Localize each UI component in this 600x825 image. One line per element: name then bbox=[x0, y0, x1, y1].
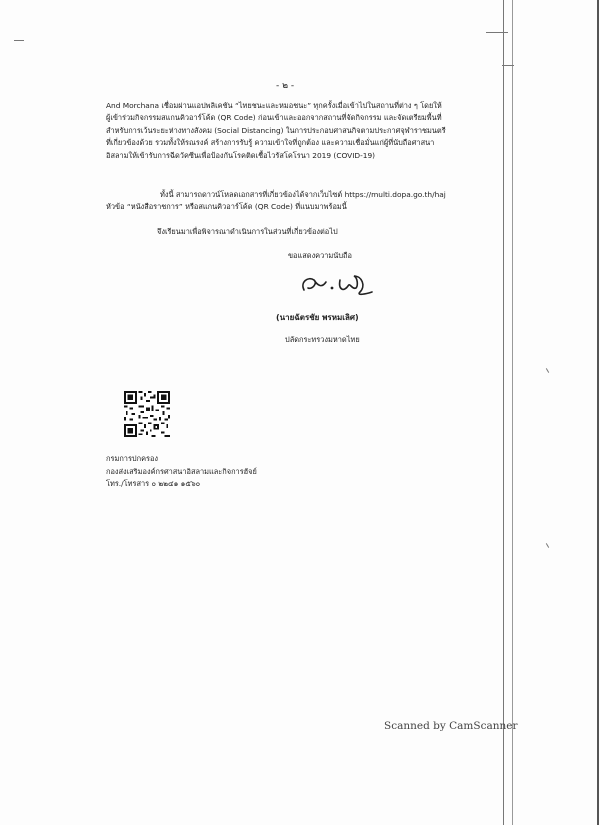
paragraph-request: จึงเรียนมาเพื่อพิจารณาดำเนินการในส่วนที่เกี่ยวข้องต่อไป bbox=[157, 227, 338, 236]
footer-department: กรมการปกครอง bbox=[106, 454, 159, 463]
footer-phone: โทร./โทรสาร ๐ ๒๒๔๑ ๑๕๖๐ bbox=[106, 479, 201, 488]
scan-edge-line bbox=[597, 0, 599, 825]
signer-name: (นายฉัตรชัย พรหมเลิศ) bbox=[276, 313, 359, 322]
qr-code-image bbox=[124, 391, 170, 437]
page-number: - ๒ - bbox=[276, 81, 295, 91]
scan-edge-line bbox=[512, 0, 513, 825]
scan-mark bbox=[486, 32, 508, 33]
paragraph-line: หัวข้อ “หนังสือราชการ” หรือสแกนคิวอาร์โค้ด (QR Code) ที่แนบมาพร้อมนี้ bbox=[106, 202, 347, 212]
footer-contact bbox=[106, 453, 257, 491]
scan-mark bbox=[546, 368, 549, 373]
paragraph-line: ผู้เข้าร่วมกิจกรรมสแกนคิวอาร์โค้ด (QR Code) ก่อนเข้าและออกจากสถานที่จัดกิจกรรม และจัดเตรียมพื้นที่ bbox=[106, 113, 442, 123]
signer-title: ปลัดกระทรวงมหาดไทย bbox=[285, 335, 360, 344]
scan-mark bbox=[502, 65, 514, 66]
paragraph-line: ทั้งนี้ สามารถดาวน์โหลดเอกสารที่เกี่ยวข้องได้จากเว็บไซต์ https://multi.dopa.go.th/haj bbox=[160, 190, 446, 199]
footer-division: กองส่งเสริมองค์กรศาสนาอิสลามและกิจการฮัจย์ bbox=[106, 466, 257, 476]
paragraph-line: ที่เกี่ยวข้องด้วย รวมทั้งให้รณรงค์ สร้างการรับรู้ ความเข้าใจที่ถูกต้อง และความเชื่อมั่นแก่ผู้ที่นับถือศาสนา bbox=[106, 138, 435, 148]
paragraph-line: สำหรับการเว้นระยะห่างทางสังคม (Social Distancing) ในการประกอบศาสนกิจตามประกาศจุฬาราชมนตรี bbox=[106, 125, 446, 135]
paragraph-download bbox=[106, 189, 490, 214]
scan-edge-line bbox=[503, 0, 504, 825]
paragraph-main bbox=[106, 100, 490, 162]
scan-mark bbox=[546, 543, 549, 548]
closing-salutation: ขอแสดงความนับถือ bbox=[288, 251, 352, 260]
scan-mark bbox=[14, 40, 24, 41]
camscanner-watermark: Scanned by CamScanner bbox=[384, 720, 518, 732]
paragraph-line: อิสลามให้เข้ารับการฉีดวัคซีนเพื่อป้องกันโรคติดเชื้อไวรัสโคโรนา 2019 (COVID-19) bbox=[106, 150, 376, 160]
signature-image bbox=[296, 268, 376, 304]
paragraph-line: And Morchana เชื่อมผ่านแอปพลิเคชัน “ไทยชนะและหมอชนะ” ทุกครั้งเมื่อเข้าไปในสถานที่ต่าง ๆ โดยให้ bbox=[106, 101, 442, 110]
